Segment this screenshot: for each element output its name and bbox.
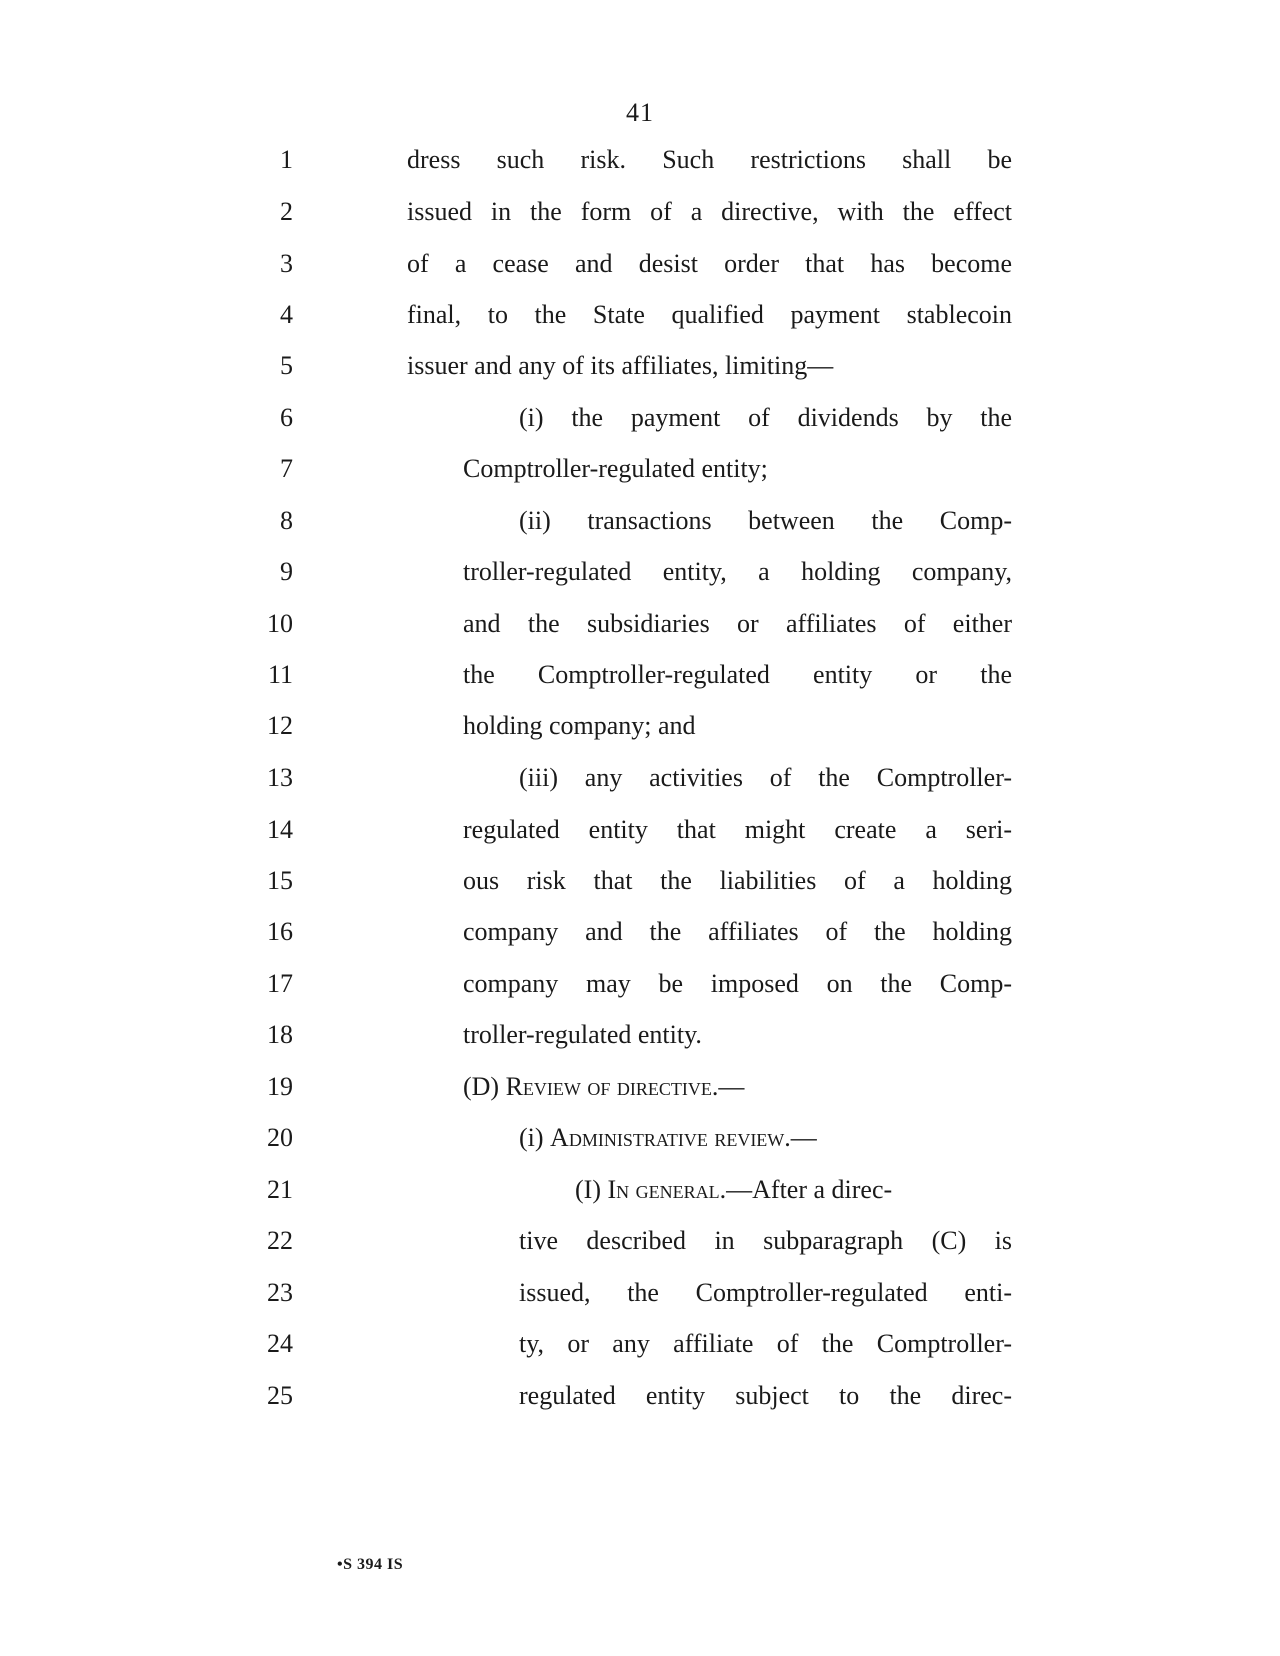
document-line bbox=[0, 1067, 1280, 1121]
line-text: (iii) any activities of the Comptroller- bbox=[519, 763, 1012, 792]
document-line bbox=[0, 295, 1280, 349]
line-number: 3 bbox=[280, 249, 293, 278]
line-text: ous risk that the liabilities of a holding bbox=[463, 866, 1012, 895]
line-text: (i) the payment of dividends by the bbox=[519, 403, 1012, 432]
document-line bbox=[0, 706, 1280, 760]
line-number: 25 bbox=[267, 1381, 293, 1410]
line-number: 17 bbox=[267, 969, 293, 998]
section-heading: Review of directive.— bbox=[505, 1072, 745, 1101]
line-text: holding company; and bbox=[463, 711, 696, 740]
line-number: 24 bbox=[267, 1329, 293, 1358]
line-text bbox=[575, 1170, 1012, 1210]
document-line bbox=[0, 552, 1280, 606]
document-line bbox=[0, 1273, 1280, 1327]
subclause-marker: (I) bbox=[575, 1175, 608, 1204]
line-text: regulated entity that might create a seri- bbox=[463, 815, 1012, 844]
line-number: 22 bbox=[267, 1226, 293, 1255]
line-text: and the subsidiaries or affiliates of either bbox=[463, 609, 1012, 638]
document-line bbox=[0, 1324, 1280, 1378]
page-number: 41 bbox=[626, 98, 654, 127]
line-number: 21 bbox=[267, 1175, 293, 1204]
line-text: Comptroller-regulated entity; bbox=[463, 454, 768, 483]
document-line bbox=[0, 398, 1280, 452]
line-number: 14 bbox=[267, 815, 293, 844]
section-heading: Administrative review.— bbox=[550, 1123, 817, 1152]
line-number: 15 bbox=[267, 866, 293, 895]
line-text: issued, the Comptroller-regulated enti- bbox=[519, 1278, 1012, 1307]
subparagraph-marker: (D) bbox=[463, 1072, 506, 1101]
document-line bbox=[0, 1015, 1280, 1069]
document-line bbox=[0, 1170, 1280, 1224]
document-line bbox=[0, 244, 1280, 298]
document-line bbox=[0, 501, 1280, 555]
document-line bbox=[0, 346, 1280, 400]
line-number: 12 bbox=[267, 711, 293, 740]
document-line bbox=[0, 1376, 1280, 1430]
line-number: 4 bbox=[280, 300, 293, 329]
line-number: 16 bbox=[267, 917, 293, 946]
document-line bbox=[0, 810, 1280, 864]
line-text: company may be imposed on the Comp- bbox=[463, 969, 1012, 998]
document-line bbox=[0, 1118, 1280, 1172]
bill-identifier-footer: •S 394 IS bbox=[337, 1556, 404, 1573]
line-text: troller-regulated entity. bbox=[463, 1020, 702, 1049]
line-number: 13 bbox=[267, 763, 293, 792]
document-line bbox=[0, 964, 1280, 1018]
line-number: 18 bbox=[267, 1020, 293, 1049]
line-text: issuer and any of its affiliates, limiting— bbox=[407, 351, 834, 380]
line-text: issued in the form of a directive, with the effect bbox=[407, 197, 1012, 226]
document-line bbox=[0, 912, 1280, 966]
line-text-continuation: —After a direc- bbox=[726, 1175, 893, 1204]
document-line bbox=[0, 192, 1280, 246]
line-text bbox=[519, 1118, 817, 1158]
line-number: 23 bbox=[267, 1278, 293, 1307]
line-number: 2 bbox=[280, 197, 293, 226]
clause-marker: (i) bbox=[519, 1123, 551, 1152]
line-number: 6 bbox=[280, 403, 293, 432]
line-text: dress such risk. Such restrictions shall be bbox=[407, 145, 1012, 174]
document-line bbox=[0, 140, 1280, 194]
document-line bbox=[0, 655, 1280, 709]
line-text: the Comptroller-regulated entity or the bbox=[463, 660, 1012, 689]
line-number: 9 bbox=[280, 557, 293, 586]
line-text bbox=[463, 1067, 744, 1107]
document-line bbox=[0, 861, 1280, 915]
line-text: tive described in subparagraph (C) is bbox=[519, 1226, 1012, 1255]
line-number: 7 bbox=[280, 454, 293, 483]
line-text: troller-regulated entity, a holding company, bbox=[463, 557, 1012, 586]
line-number: 1 bbox=[280, 145, 293, 174]
line-number: 20 bbox=[267, 1123, 293, 1152]
section-heading: In general. bbox=[607, 1175, 727, 1204]
line-number: 8 bbox=[280, 506, 293, 535]
document-line bbox=[0, 449, 1280, 503]
document-line bbox=[0, 758, 1280, 812]
line-text: company and the affiliates of the holding bbox=[463, 917, 1012, 946]
document-line bbox=[0, 1221, 1280, 1275]
line-number: 11 bbox=[267, 660, 293, 689]
line-text: of a cease and desist order that has become bbox=[407, 249, 1012, 278]
line-text: regulated entity subject to the direc- bbox=[519, 1381, 1012, 1410]
line-text: (ii) transactions between the Comp- bbox=[519, 506, 1012, 535]
line-number: 10 bbox=[267, 609, 293, 638]
line-text: final, to the State qualified payment stablecoin bbox=[407, 300, 1012, 329]
line-text: ty, or any affiliate of the Comptroller- bbox=[519, 1329, 1012, 1358]
document-line bbox=[0, 604, 1280, 658]
line-number: 5 bbox=[280, 351, 293, 380]
line-number: 19 bbox=[267, 1072, 293, 1101]
